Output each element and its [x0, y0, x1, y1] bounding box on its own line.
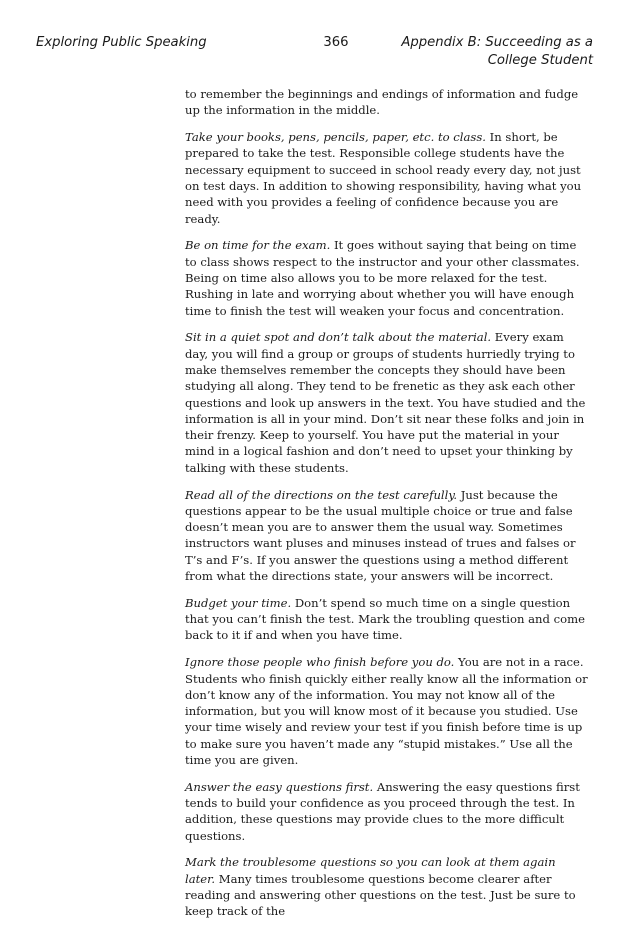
chapter-title: [393, 34, 593, 70]
paragraph-text: You are not in a race. Students who finish quickly either really know all the information or don’t know any of the information. You may not know all of the information, but you will know most of it because you studied. Use your time wisely and review your test if you finish before time is up to make sure you haven’t made any “stupid mistakes.” Use all the time you are given.: [185, 655, 588, 767]
paragraph: [185, 595, 589, 644]
paragraph-text: Every exam day, you will find a group or groups of students hurriedly trying to make themselves remember the concepts they should have been studying all along. They tend to be frenetic as they ask each other questions and look up answers in the text. You have studied and the information is all in your mind. Don’t sit near these folks and join in their frenzy. Keep to yourself. You have put the material in your mind in a logical fashion and don’t need to upset your thinking by talking with these students.: [185, 330, 586, 475]
paragraph-lead: Ignore those people who finish before you do.: [185, 655, 455, 670]
paragraph-lead: Sit in a quiet spot and don’t talk about the material.: [185, 330, 492, 345]
paragraph: [185, 237, 589, 318]
paragraph: [185, 487, 589, 585]
paragraph-text: In short, be prepared to take the test. Responsible college students have the necessary equipment to succeed in school ready every day, not just on test days. In addition to showing responsibility, having what you need with you provides a feeling of confidence because you are ready.: [185, 130, 582, 226]
paragraph-lead: Mark the troublesome questions so you can look at them again later.: [185, 855, 556, 886]
paragraph-text: It goes without saying that being on time to class shows respect to the instructor and your other classmates. Being on time also allows you to be more relaxed for the test. Rushing in late and worrying about whether you will have enough time to finish the test will weaken your focus and concentration.: [185, 238, 580, 318]
paragraph-text: Don’t spend so much time on a single question that you can’t finish the test. Mark the troubling question and come back to it if and when you have time.: [185, 595, 585, 643]
paragraph: [185, 779, 589, 844]
body-text: [185, 86, 589, 930]
paragraph-text: Many times troublesome questions become clearer after reading and answering other questions on the test. Just be sure to keep track of the: [185, 871, 576, 919]
paragraph-lead: Budget your time.: [185, 595, 292, 610]
paragraph-lead: Answer the easy questions first.: [185, 779, 374, 794]
chapter-title-line-1: Appendix B: Succeeding as a: [401, 35, 593, 50]
paragraph: [185, 129, 589, 227]
paragraph-text: Just because the questions appear to be the usual multiple choice or true and false doesn’t mean you are to answer them the usual way. Sometimes instructors want pluses and minuses instead of trues and falses or T’s and F’s. If you answer the questions using a method different from what the directions state, your answers will be incorrect.: [185, 487, 576, 584]
paragraph-lead: Take your books, pens, pencils, paper, etc. to class.: [185, 130, 486, 145]
paragraph: [185, 854, 589, 919]
paragraph: [185, 86, 589, 119]
paragraph: [185, 329, 589, 476]
paragraph-text: to remember the beginnings and endings of information and fudge up the information in the middle.: [185, 87, 579, 118]
paragraph: [185, 654, 589, 768]
book-title: Exploring Public Speaking: [36, 35, 207, 50]
paragraph-lead: Read all of the directions on the test carefully.: [185, 487, 458, 502]
page-number: 366: [323, 35, 349, 50]
paragraph-text: Answering the easy questions first tends to build your confidence as you proceed through the test. In addition, these questions may provide clues to the more difficult questions.: [185, 779, 580, 843]
paragraph-lead: Be on time for the exam.: [185, 238, 331, 253]
running-header: [36, 34, 593, 74]
chapter-title-line-2: College Student: [487, 53, 593, 68]
